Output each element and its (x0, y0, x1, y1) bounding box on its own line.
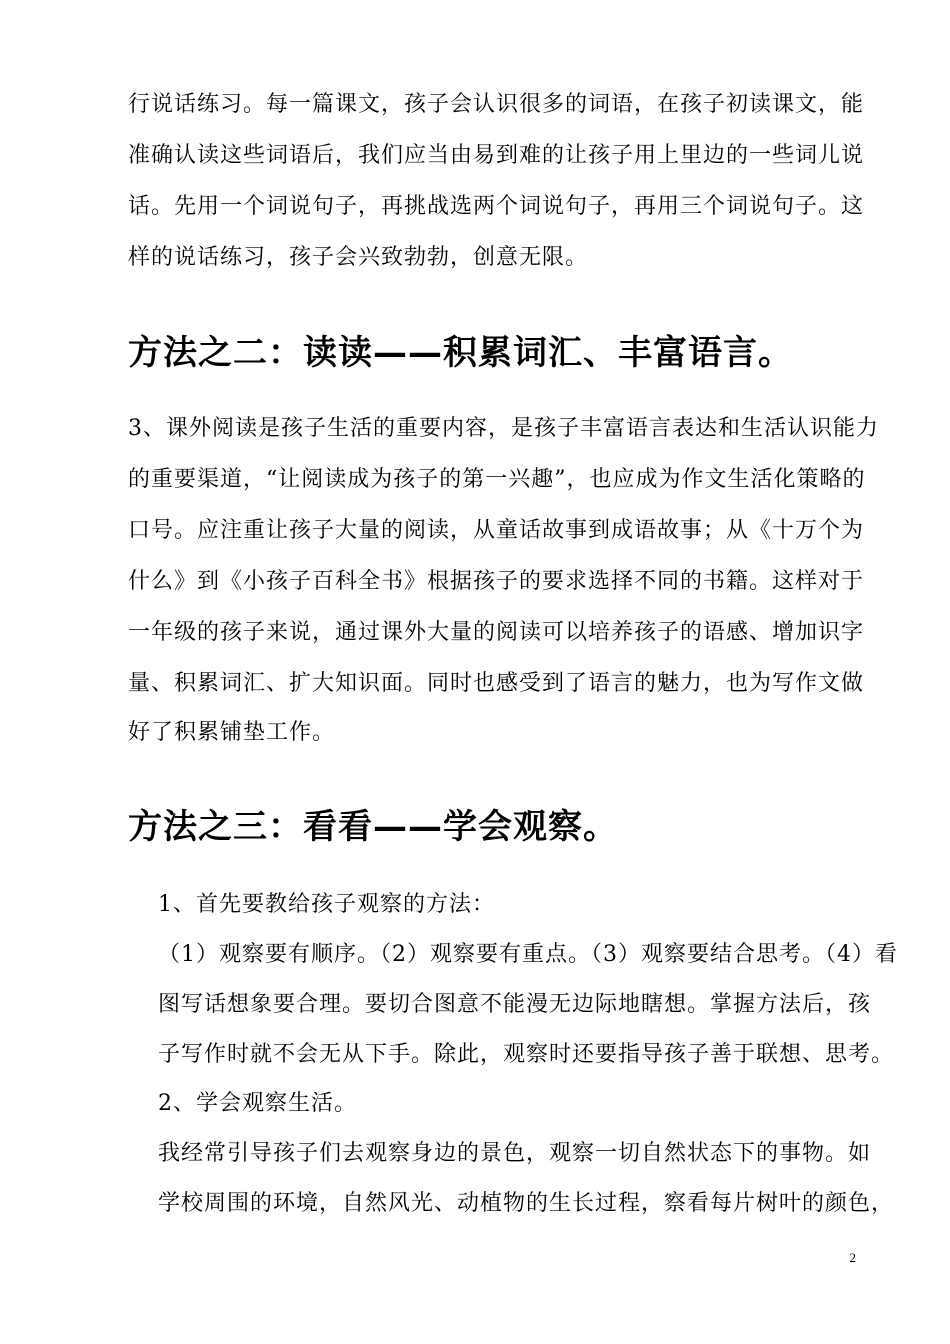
text-line: 我经常引导孩子们去观察身边的景色，观察一切自然状态下的事物。如 (158, 1141, 872, 1166)
text-line: 什么》到《小孩子百科全书》根据孩子的要求选择不同的书籍。这样对于 (128, 569, 865, 594)
text-line: （1）观察要有顺序。（2）观察要有重点。（3）观察要结合思考。（4）看 (158, 942, 898, 967)
text-line: 量、积累词汇、扩大知识面。同时也感受到了语言的魅力，也为写作文做 (128, 671, 865, 696)
text-line: 话。先用一个词说句子，再挑战选两个词说句子，再用三个词说句子。这 (128, 194, 865, 219)
item-2-title: 2、学会观察生活。 (158, 1091, 357, 1116)
text-line: 学校周围的环境，自然风光、动植物的生长过程，察看每片树叶的颜色， (158, 1191, 895, 1216)
text-line: 样的说话练习，孩子会兴致勃勃，创意无限。 (128, 245, 589, 270)
item-1-title: 1、首先要教给孩子观察的方法： (158, 892, 495, 917)
text-line: 行说话练习。每一篇课文，孩子会认识很多的词语，在孩子初读课文，能 (128, 92, 865, 117)
text-line: 的重要渠道，“让阅读成为孩子的第一兴趣”，也应成为作文生活化策略的 (128, 467, 866, 492)
text-line: 口号。应注重让孩子大量的阅读，从童话故事到成语故事；从《十万个为 (128, 518, 865, 543)
text-line: 准确认读这些词语后，我们应当由易到难的让孩子用上里边的一些词儿说 (128, 143, 865, 168)
text-line: 3、课外阅读是孩子生活的重要内容，是孩子丰富语言表达和生活认识能力 (128, 416, 879, 441)
section-2-heading: 方法之二：读读——积累词汇、丰富语言。 (128, 333, 793, 373)
section-3-heading: 方法之三：看看——学会观察。 (128, 807, 618, 847)
page-number: 2 (849, 1250, 856, 1265)
text-line: 一年级的孩子来说，通过课外大量的阅读可以培养孩子的语感、增加识字 (128, 620, 865, 645)
text-line: 子写作时就不会无从下手。除此，观察时还要指导孩子善于联想、思考。 (158, 1042, 895, 1067)
text-line: 图写话想象要合理。要切合图意不能漫无边际地瞎想。掌握方法后，孩 (158, 992, 872, 1017)
text-line: 好了积累铺垫工作。 (128, 720, 336, 745)
